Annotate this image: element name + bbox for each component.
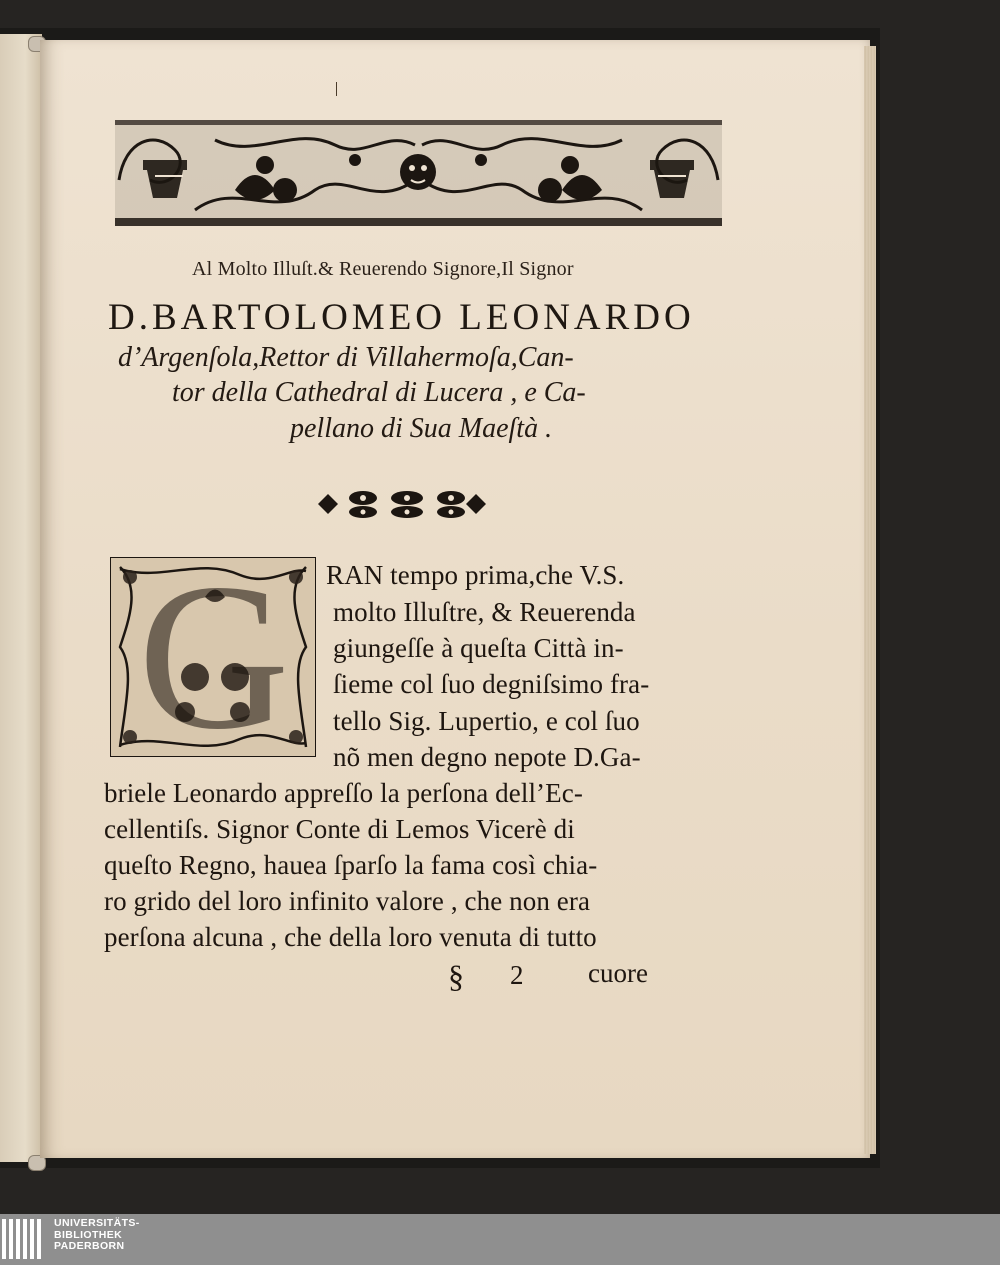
library-name-line: UNIVERSITÄTS-: [54, 1217, 140, 1229]
dedicatee-name: D.BARTOLOMEO LEONARDO: [108, 297, 695, 338]
text-line: RAN tempo prima,che V.S.: [326, 560, 625, 590]
library-logo-icon: [2, 1217, 46, 1261]
library-name-line: PADERBORN: [54, 1240, 125, 1252]
text-line: briele Leonardo appreſſo la perſona dell’Ec-: [104, 778, 583, 808]
library-footer: [0, 1214, 1000, 1265]
initial-letter: G: [138, 541, 290, 773]
title-line: pellano di Sua Maeſtà .: [290, 413, 553, 444]
text-line: nõ men degno nepote D.Ga-: [333, 742, 641, 772]
library-name: [54, 1218, 140, 1253]
signature-mark: §: [448, 958, 464, 994]
text-line: ro grido del loro infinito valore , che non era: [104, 886, 591, 916]
title-line: tor della Cathedral di Lucera , e Ca-: [172, 377, 586, 408]
ornamental-headpiece: [115, 120, 722, 226]
left-page-edge: [0, 34, 42, 1162]
text-line: perſona alcuna , che della loro venuta di tutto: [104, 922, 597, 952]
text-line: queſto Regno, hauea ſparſo la fama così chia-: [104, 850, 598, 880]
page-mark: [336, 82, 337, 96]
text-line: ſieme col ſuo degniſsimo fra-: [333, 669, 650, 699]
page-fore-edge: [864, 46, 876, 1154]
title-line: d’Argenſola,Rettor di Villahermoſa,Can-: [118, 342, 574, 373]
signature-number: 2: [510, 960, 524, 990]
dedication-line: Al Molto Illuſt.& Reuerendo Signore,Il Signor: [192, 258, 574, 280]
fleuron-ornament: [318, 484, 496, 524]
text-line: tello Sig. Lupertio, e col ſuo: [333, 706, 640, 736]
text-line: giungeſſe à queſta Città in-: [333, 633, 624, 663]
library-name-line: BIBLIOTHEK: [54, 1228, 123, 1241]
text-line: molto Illuſtre, & Reuerenda: [333, 597, 636, 627]
text-line: cellentiſs. Signor Conte di Lemos Vicerè di: [104, 814, 575, 844]
catchword: cuore: [588, 958, 648, 988]
decorated-initial: [110, 541, 316, 773]
